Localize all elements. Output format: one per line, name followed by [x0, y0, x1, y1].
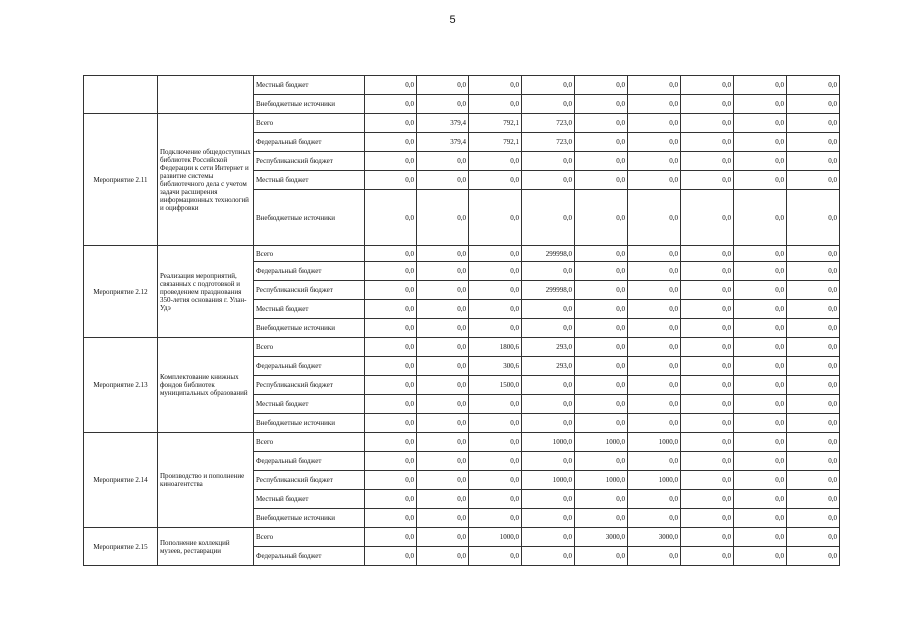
value-cell: 0,0	[522, 152, 575, 171]
value-cell: 0,0	[469, 76, 522, 95]
value-cell: 0,0	[469, 547, 522, 566]
value-cell: 0,0	[469, 246, 522, 262]
value-cell: 0,0	[522, 414, 575, 433]
value-cell: 0,0	[469, 433, 522, 452]
value-cell: 0,0	[417, 300, 469, 319]
value-cell: 723,0	[522, 133, 575, 152]
value-cell: 0,0	[628, 246, 681, 262]
value-cell: 0,0	[417, 471, 469, 490]
value-cell: 0,0	[575, 376, 628, 395]
value-cell: 0,0	[365, 547, 417, 566]
value-cell: 0,0	[681, 509, 734, 528]
value-cell: 0,0	[469, 414, 522, 433]
value-cell: 0,0	[628, 376, 681, 395]
value-cell: 1000,0	[628, 433, 681, 452]
value-cell: 0,0	[417, 528, 469, 547]
value-cell: 0,0	[628, 133, 681, 152]
funding-source-cell: Местный бюджет	[254, 76, 365, 95]
value-cell: 0,0	[734, 152, 787, 171]
value-cell: 0,0	[681, 452, 734, 471]
value-cell: 0,0	[681, 547, 734, 566]
value-cell: 0,0	[522, 509, 575, 528]
value-cell: 0,0	[734, 490, 787, 509]
value-cell: 0,0	[522, 95, 575, 114]
value-cell: 0,0	[734, 76, 787, 95]
value-cell: 792,1	[469, 114, 522, 133]
value-cell: 0,0	[417, 281, 469, 300]
value-cell: 0,0	[734, 262, 787, 281]
value-cell: 0,0	[522, 190, 575, 246]
value-cell: 0,0	[417, 509, 469, 528]
value-cell: 0,0	[365, 171, 417, 190]
value-cell: 0,0	[365, 319, 417, 338]
value-cell: 0,0	[734, 414, 787, 433]
value-cell: 0,0	[787, 433, 840, 452]
value-cell: 0,0	[628, 395, 681, 414]
value-cell: 1000,0	[575, 433, 628, 452]
value-cell: 0,0	[628, 452, 681, 471]
value-cell: 293,0	[522, 338, 575, 357]
value-cell: 0,0	[575, 490, 628, 509]
value-cell: 0,0	[469, 452, 522, 471]
value-cell: 0,0	[522, 395, 575, 414]
value-cell: 0,0	[681, 300, 734, 319]
funding-source-cell: Внебюджетные источники	[254, 509, 365, 528]
value-cell: 0,0	[734, 395, 787, 414]
value-cell: 0,0	[787, 414, 840, 433]
value-cell: 0,0	[575, 95, 628, 114]
value-cell: 0,0	[628, 338, 681, 357]
value-cell: 0,0	[417, 95, 469, 114]
value-cell: 0,0	[681, 376, 734, 395]
value-cell: 0,0	[681, 471, 734, 490]
value-cell: 0,0	[734, 471, 787, 490]
value-cell: 0,0	[734, 357, 787, 376]
value-cell: 0,0	[787, 281, 840, 300]
value-cell: 0,0	[734, 300, 787, 319]
value-cell: 0,0	[417, 376, 469, 395]
value-cell: 1000,0	[575, 471, 628, 490]
value-cell: 0,0	[417, 152, 469, 171]
value-cell: 0,0	[365, 300, 417, 319]
description-cell: Комплектование книжных фондов библиотек муниципальных образований	[158, 338, 254, 433]
funding-source-cell: Федеральный бюджет	[254, 547, 365, 566]
value-cell: 723,0	[522, 114, 575, 133]
value-cell: 0,0	[681, 171, 734, 190]
funding-source-cell: Всего	[254, 338, 365, 357]
value-cell: 0,0	[417, 76, 469, 95]
activity-cell: Мероприятие 2.15	[84, 528, 158, 566]
value-cell: 293,0	[522, 357, 575, 376]
description-cell: Производство и пополнение киноагентства	[158, 433, 254, 528]
value-cell: 0,0	[469, 171, 522, 190]
value-cell: 300,6	[469, 357, 522, 376]
value-cell: 0,0	[522, 376, 575, 395]
value-cell: 0,0	[575, 509, 628, 528]
value-cell: 0,0	[734, 171, 787, 190]
value-cell: 0,0	[365, 262, 417, 281]
value-cell: 0,0	[365, 133, 417, 152]
value-cell: 0,0	[522, 300, 575, 319]
value-cell: 0,0	[681, 281, 734, 300]
value-cell: 0,0	[522, 76, 575, 95]
value-cell: 0,0	[575, 300, 628, 319]
value-cell: 0,0	[787, 452, 840, 471]
value-cell: 1000,0	[469, 528, 522, 547]
value-cell: 0,0	[365, 76, 417, 95]
value-cell: 0,0	[734, 246, 787, 262]
value-cell: 0,0	[681, 133, 734, 152]
activity-cell	[84, 76, 158, 114]
value-cell: 1500,0	[469, 376, 522, 395]
value-cell: 0,0	[787, 490, 840, 509]
value-cell: 3000,0	[628, 528, 681, 547]
value-cell: 0,0	[417, 547, 469, 566]
value-cell: 0,0	[734, 528, 787, 547]
budget-table	[83, 75, 840, 566]
value-cell: 0,0	[628, 547, 681, 566]
table-row	[84, 114, 840, 133]
value-cell: 0,0	[681, 414, 734, 433]
funding-source-cell: Всего	[254, 433, 365, 452]
value-cell: 0,0	[681, 262, 734, 281]
value-cell: 0,0	[365, 246, 417, 262]
value-cell: 0,0	[628, 319, 681, 338]
value-cell: 0,0	[417, 414, 469, 433]
value-cell: 0,0	[734, 433, 787, 452]
value-cell: 0,0	[681, 152, 734, 171]
value-cell: 0,0	[787, 376, 840, 395]
value-cell: 0,0	[787, 246, 840, 262]
value-cell: 0,0	[628, 190, 681, 246]
value-cell: 0,0	[628, 357, 681, 376]
value-cell: 379,4	[417, 133, 469, 152]
value-cell: 0,0	[787, 76, 840, 95]
funding-source-cell: Республиканский бюджет	[254, 376, 365, 395]
table-row	[84, 433, 840, 452]
value-cell: 0,0	[787, 528, 840, 547]
funding-source-cell: Федеральный бюджет	[254, 262, 365, 281]
description-cell: Пополнение коллекций музеев, реставрации	[158, 528, 254, 566]
table-row	[84, 246, 840, 262]
value-cell: 0,0	[681, 490, 734, 509]
value-cell: 0,0	[628, 300, 681, 319]
value-cell: 0,0	[787, 95, 840, 114]
value-cell: 0,0	[469, 262, 522, 281]
funding-source-cell: Федеральный бюджет	[254, 357, 365, 376]
value-cell: 792,1	[469, 133, 522, 152]
value-cell: 0,0	[469, 471, 522, 490]
value-cell: 0,0	[417, 262, 469, 281]
value-cell: 0,0	[365, 357, 417, 376]
value-cell: 0,0	[734, 547, 787, 566]
value-cell: 0,0	[787, 509, 840, 528]
value-cell: 0,0	[628, 152, 681, 171]
description-cell: Подключение общедоступных библиотек Российской Федерации к сети Интернет и развитие системы библиотечного дела с учетом задачи расширения информационных технологий и оцифровки	[158, 114, 254, 246]
value-cell: 0,0	[469, 490, 522, 509]
page-number: 5	[449, 14, 456, 26]
funding-source-cell: Местный бюджет	[254, 300, 365, 319]
value-cell: 0,0	[787, 171, 840, 190]
funding-source-cell: Внебюджетные источники	[254, 95, 365, 114]
funding-source-cell: Федеральный бюджет	[254, 452, 365, 471]
value-cell: 0,0	[365, 471, 417, 490]
value-cell: 1000,0	[628, 471, 681, 490]
value-cell: 0,0	[365, 281, 417, 300]
value-cell: 0,0	[628, 76, 681, 95]
value-cell: 0,0	[734, 338, 787, 357]
value-cell: 0,0	[575, 395, 628, 414]
value-cell: 0,0	[575, 76, 628, 95]
value-cell: 0,0	[365, 509, 417, 528]
value-cell: 0,0	[628, 509, 681, 528]
value-cell: 0,0	[365, 152, 417, 171]
funding-source-cell: Местный бюджет	[254, 171, 365, 190]
value-cell: 1000,0	[522, 471, 575, 490]
value-cell: 0,0	[681, 357, 734, 376]
value-cell: 0,0	[522, 262, 575, 281]
value-cell: 0,0	[417, 433, 469, 452]
funding-source-cell: Всего	[254, 528, 365, 547]
funding-source-cell: Внебюджетные источники	[254, 319, 365, 338]
value-cell: 0,0	[787, 471, 840, 490]
funding-source-cell: Республиканский бюджет	[254, 471, 365, 490]
value-cell: 0,0	[681, 246, 734, 262]
value-cell: 0,0	[734, 376, 787, 395]
activity-cell: Мероприятие 2.11	[84, 114, 158, 246]
value-cell: 0,0	[787, 338, 840, 357]
value-cell: 0,0	[575, 338, 628, 357]
value-cell: 0,0	[734, 190, 787, 246]
value-cell: 0,0	[734, 133, 787, 152]
value-cell: 0,0	[575, 114, 628, 133]
funding-source-cell: Республиканский бюджет	[254, 152, 365, 171]
value-cell: 0,0	[575, 152, 628, 171]
value-cell: 0,0	[469, 152, 522, 171]
value-cell: 0,0	[681, 76, 734, 95]
value-cell: 0,0	[522, 319, 575, 338]
value-cell: 0,0	[787, 190, 840, 246]
funding-source-cell: Всего	[254, 114, 365, 133]
value-cell: 0,0	[365, 433, 417, 452]
funding-source-cell: Внебюджетные источники	[254, 190, 365, 246]
value-cell: 0,0	[787, 262, 840, 281]
funding-source-cell: Республиканский бюджет	[254, 281, 365, 300]
activity-cell: Мероприятие 2.14	[84, 433, 158, 528]
value-cell: 299998,0	[522, 281, 575, 300]
activity-cell: Мероприятие 2.12	[84, 246, 158, 338]
value-cell: 0,0	[681, 395, 734, 414]
value-cell: 0,0	[365, 114, 417, 133]
value-cell: 0,0	[469, 95, 522, 114]
value-cell: 0,0	[681, 433, 734, 452]
value-cell: 0,0	[365, 190, 417, 246]
value-cell: 0,0	[365, 395, 417, 414]
value-cell: 0,0	[787, 133, 840, 152]
value-cell: 0,0	[417, 452, 469, 471]
funding-source-cell: Местный бюджет	[254, 490, 365, 509]
value-cell: 379,4	[417, 114, 469, 133]
value-cell: 0,0	[522, 171, 575, 190]
funding-source-cell: Внебюджетные источники	[254, 414, 365, 433]
value-cell: 0,0	[628, 281, 681, 300]
value-cell: 0,0	[365, 338, 417, 357]
value-cell: 0,0	[575, 246, 628, 262]
value-cell: 0,0	[681, 95, 734, 114]
value-cell: 0,0	[417, 319, 469, 338]
description-cell	[158, 76, 254, 114]
value-cell: 0,0	[417, 338, 469, 357]
description-cell: Реализация мероприятий, связанных с подготовкой и проведением празднования 350-летия основания г. Улан-Удэ	[158, 246, 254, 338]
value-cell: 0,0	[417, 490, 469, 509]
value-cell: 0,0	[417, 171, 469, 190]
value-cell: 3000,0	[575, 528, 628, 547]
value-cell: 0,0	[417, 190, 469, 246]
value-cell: 0,0	[522, 528, 575, 547]
value-cell: 0,0	[681, 338, 734, 357]
table-row	[84, 76, 840, 95]
value-cell: 0,0	[681, 319, 734, 338]
value-cell: 0,0	[575, 414, 628, 433]
value-cell: 0,0	[575, 171, 628, 190]
value-cell: 0,0	[628, 262, 681, 281]
value-cell: 0,0	[365, 95, 417, 114]
value-cell: 0,0	[522, 452, 575, 471]
value-cell: 0,0	[575, 281, 628, 300]
value-cell: 0,0	[417, 395, 469, 414]
value-cell: 0,0	[365, 490, 417, 509]
value-cell: 0,0	[734, 114, 787, 133]
value-cell: 0,0	[522, 490, 575, 509]
value-cell: 0,0	[787, 152, 840, 171]
value-cell: 0,0	[575, 190, 628, 246]
value-cell: 0,0	[575, 357, 628, 376]
value-cell: 1000,0	[522, 433, 575, 452]
funding-source-cell: Федеральный бюджет	[254, 133, 365, 152]
value-cell: 0,0	[628, 95, 681, 114]
value-cell: 0,0	[522, 547, 575, 566]
value-cell: 0,0	[469, 509, 522, 528]
value-cell: 0,0	[787, 114, 840, 133]
value-cell: 0,0	[787, 319, 840, 338]
funding-source-cell: Местный бюджет	[254, 395, 365, 414]
value-cell: 0,0	[575, 452, 628, 471]
value-cell: 0,0	[365, 528, 417, 547]
value-cell: 0,0	[681, 528, 734, 547]
value-cell: 0,0	[681, 114, 734, 133]
value-cell: 0,0	[734, 95, 787, 114]
value-cell: 0,0	[365, 414, 417, 433]
value-cell: 0,0	[365, 452, 417, 471]
value-cell: 0,0	[469, 395, 522, 414]
value-cell: 0,0	[628, 171, 681, 190]
value-cell: 0,0	[787, 547, 840, 566]
value-cell: 0,0	[734, 281, 787, 300]
value-cell: 0,0	[469, 319, 522, 338]
value-cell: 0,0	[575, 133, 628, 152]
funding-source-cell: Всего	[254, 246, 365, 262]
value-cell: 0,0	[365, 376, 417, 395]
value-cell: 0,0	[628, 490, 681, 509]
value-cell: 0,0	[575, 262, 628, 281]
value-cell: 0,0	[469, 281, 522, 300]
table-row	[84, 528, 840, 547]
value-cell: 0,0	[787, 395, 840, 414]
value-cell: 0,0	[787, 300, 840, 319]
value-cell: 0,0	[734, 319, 787, 338]
value-cell: 299998,0	[522, 246, 575, 262]
table-row	[84, 338, 840, 357]
value-cell: 0,0	[575, 319, 628, 338]
value-cell: 0,0	[787, 357, 840, 376]
value-cell: 0,0	[734, 509, 787, 528]
value-cell: 1800,6	[469, 338, 522, 357]
value-cell: 0,0	[681, 190, 734, 246]
activity-cell: Мероприятие 2.13	[84, 338, 158, 433]
value-cell: 0,0	[417, 246, 469, 262]
value-cell: 0,0	[628, 114, 681, 133]
value-cell: 0,0	[417, 357, 469, 376]
value-cell: 0,0	[575, 547, 628, 566]
value-cell: 0,0	[469, 300, 522, 319]
value-cell: 0,0	[628, 414, 681, 433]
value-cell: 0,0	[734, 452, 787, 471]
value-cell: 0,0	[469, 190, 522, 246]
